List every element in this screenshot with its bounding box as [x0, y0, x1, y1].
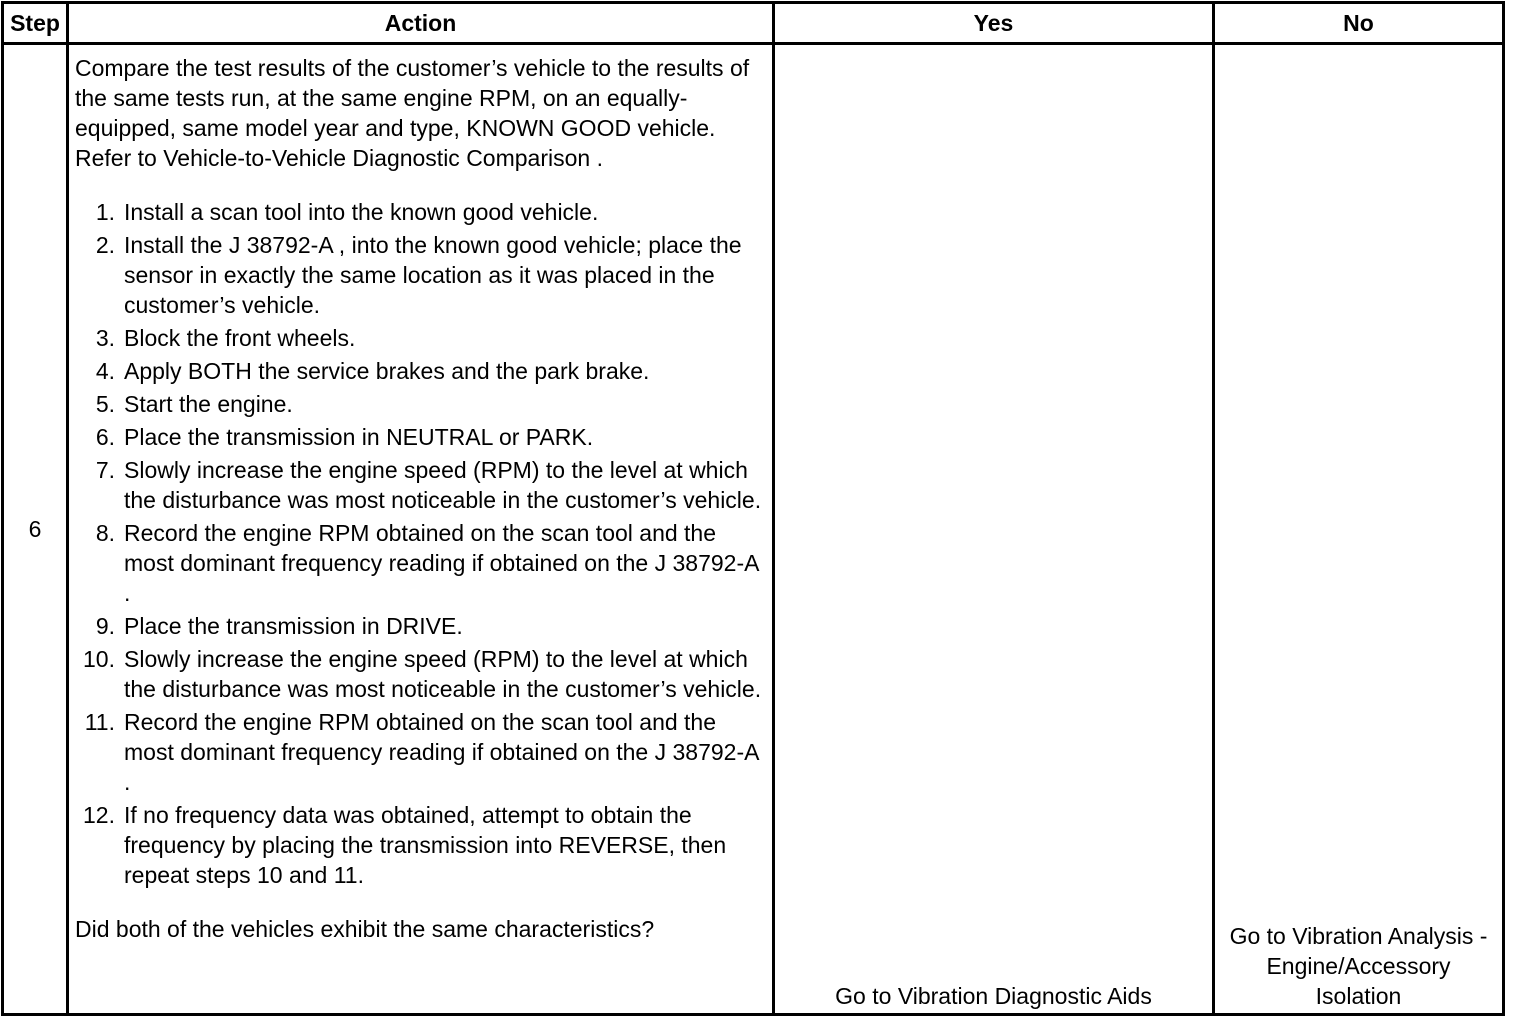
procedure-step-text: Slowly increase the engine speed (RPM) to the level at which the disturbance was most noticeable in the customer’s vehicle.: [124, 646, 762, 702]
procedure-step-text: Apply BOTH the service brakes and the park brake.: [124, 358, 650, 384]
procedure-step: [75, 707, 766, 797]
procedure-step: [75, 323, 766, 353]
step-number: 6: [3, 44, 68, 1015]
diagnostic-table: [1, 1, 1505, 1016]
procedure-list: [75, 197, 766, 890]
procedure-step: [75, 197, 766, 227]
action-question: Did both of the vehicles exhibit the same characteristics?: [75, 916, 655, 942]
yes-result: Go to Vibration Diagnostic Aids: [774, 44, 1214, 1015]
procedure-step-text: Place the transmission in DRIVE.: [124, 613, 463, 639]
procedure-step-number: 5.: [95, 391, 115, 417]
procedure-step: [75, 230, 766, 320]
procedure-step: [75, 389, 766, 419]
procedure-step-number: 10.: [83, 646, 115, 672]
procedure-step-text: Slowly increase the engine speed (RPM) to the level at which the disturbance was most noticeable in the customer’s vehicle.: [124, 457, 762, 513]
procedure-step-text: Start the engine.: [124, 391, 293, 417]
procedure-step-number: 6.: [95, 424, 115, 450]
header-action: Action: [68, 3, 774, 44]
procedure-step: [75, 518, 766, 608]
procedure-step-number: 9.: [95, 613, 115, 639]
procedure-step-number: 11.: [84, 709, 115, 735]
header-row: [3, 3, 1504, 44]
step-row: [3, 44, 1504, 1015]
header-no: No: [1214, 3, 1504, 44]
procedure-step-text: Record the engine RPM obtained on the scan tool and the most dominant frequency reading if obtained on the J 38792-A .: [124, 520, 759, 606]
procedure-step-number: 7.: [95, 457, 115, 483]
procedure-step: [75, 611, 766, 641]
procedure-step-number: 4.: [95, 358, 115, 384]
procedure-step: [75, 644, 766, 704]
procedure-step-text: Install the J 38792-A , into the known good vehicle; place the sensor in exactly the same location as it was placed in the customer’s vehicle.: [124, 232, 742, 318]
procedure-step-text: Install a scan tool into the known good vehicle.: [124, 199, 599, 225]
header-yes: Yes: [774, 3, 1214, 44]
header-step: Step: [3, 3, 68, 44]
procedure-step-number: 3.: [95, 325, 115, 351]
procedure-step-number: 2.: [95, 232, 115, 258]
procedure-step: [75, 356, 766, 386]
procedure-step: [75, 800, 766, 890]
action-cell: [68, 44, 774, 1015]
procedure-step-number: 12.: [83, 802, 115, 828]
procedure-step-text: Place the transmission in NEUTRAL or PARK.: [124, 424, 594, 450]
no-result-text: Go to Vibration Analysis - Engine/Accessory Isolation: [1229, 923, 1488, 1009]
no-result: [1214, 44, 1504, 1015]
procedure-step: [75, 422, 766, 452]
procedure-step-number: 1.: [95, 199, 115, 225]
procedure-step-text: Record the engine RPM obtained on the scan tool and the most dominant frequency reading if obtained on the J 38792-A .: [124, 709, 759, 795]
procedure-step: [75, 455, 766, 515]
procedure-step-number: 8.: [95, 520, 115, 546]
procedure-step-text: Block the front wheels.: [124, 325, 356, 351]
action-intro: Compare the test results of the customer’s vehicle to the results of the same tests run, at the same engine RPM, on an equally-equipped, same model year and type, KNOWN GOOD vehicle. Refer to Vehicle-to-Vehicle Diagnostic Comparison .: [75, 55, 750, 171]
procedure-step-text: If no frequency data was obtained, attempt to obtain the frequency by placing the transmission into REVERSE, then repeat steps 10 and 11.: [124, 802, 727, 888]
